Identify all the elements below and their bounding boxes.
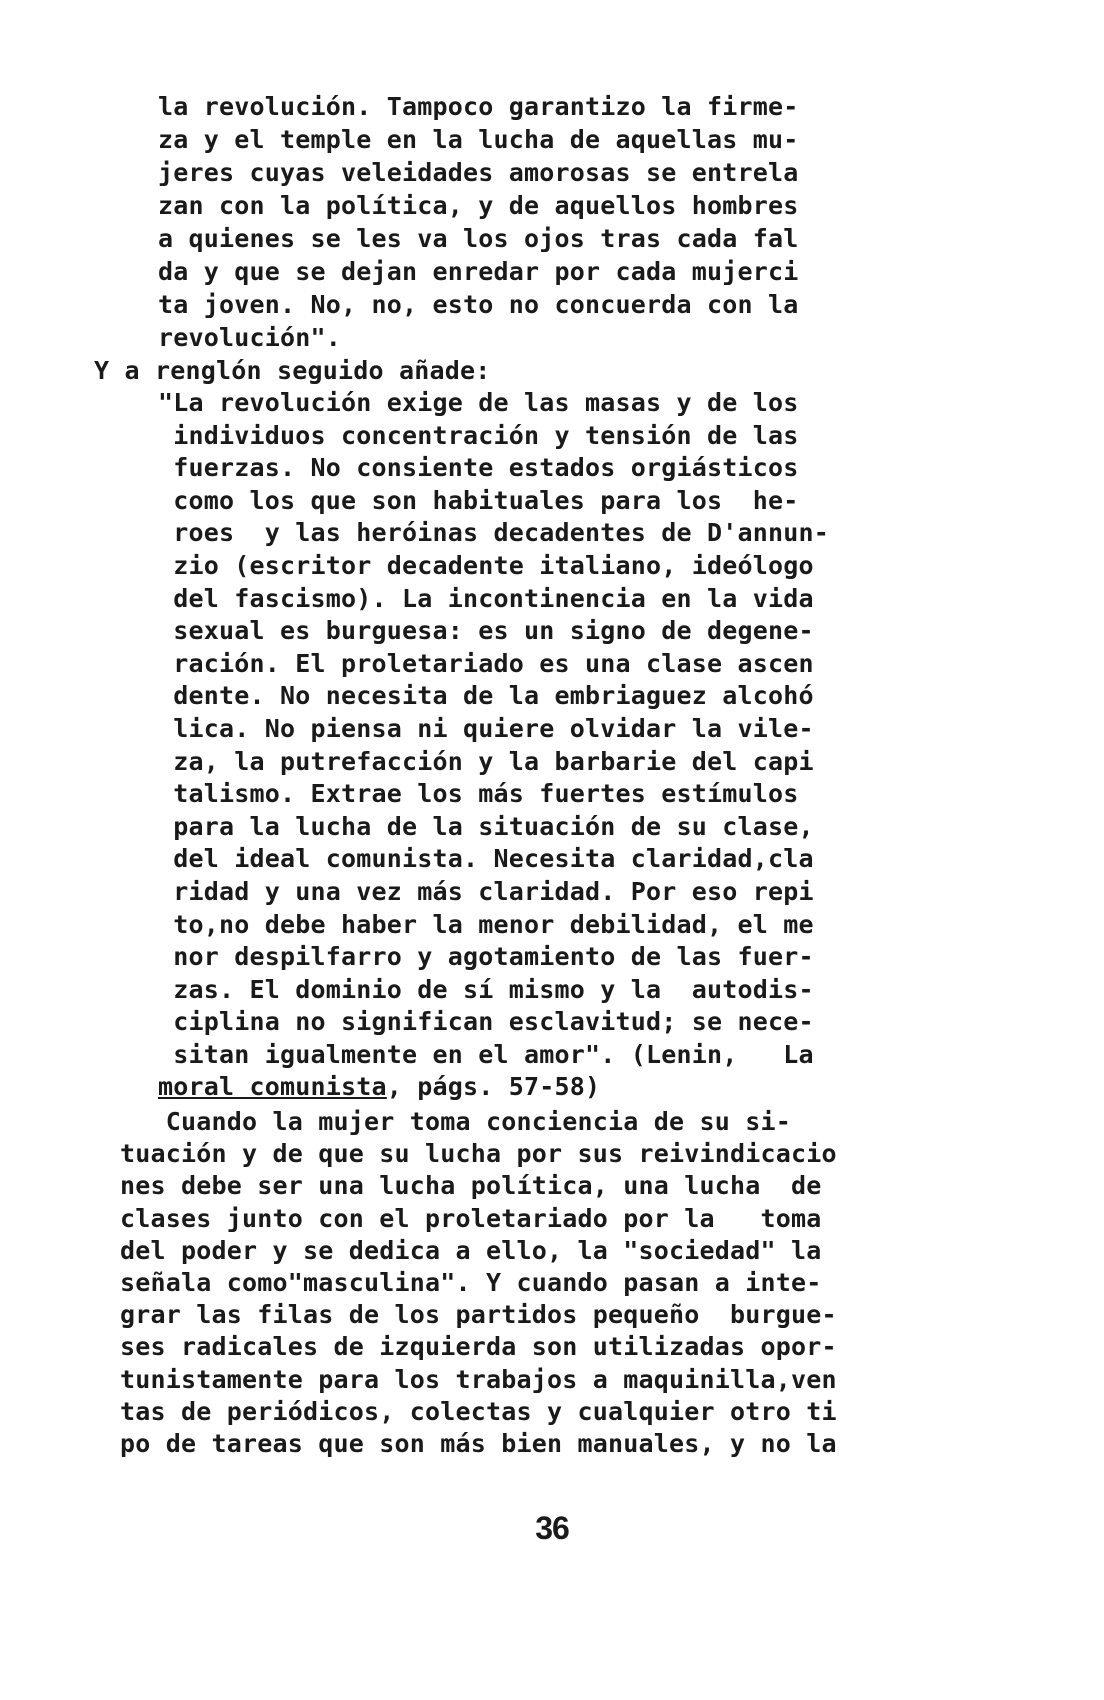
- text-line: nor despilfarro y agotamiento de las fuer-: [158, 942, 814, 972]
- text-line: individuos concentración y tensión de las: [158, 420, 799, 450]
- text-line: "La revolución exige de las masas y de los: [158, 388, 799, 417]
- text-line: to,no debe haber la menor debilidad, el me: [158, 909, 814, 939]
- text-line: tunistamente para los trabajos a maquinilla,ven: [120, 1364, 837, 1394]
- text-line: tuación y de que su lucha por sus reivindicacio: [120, 1139, 837, 1169]
- text-line: Cuando la mujer toma conciencia de su si-: [120, 1107, 792, 1136]
- text-line: talismo. Extrae los más fuertes estímulos: [158, 779, 799, 809]
- text-line: ta joven. No, no, esto no concuerda con la: [158, 290, 799, 319]
- text-line: za, la putrefacción y la barbarie del capi: [158, 746, 814, 776]
- text-line: Y a renglón seguido añade:: [94, 356, 491, 385]
- citation-line: [158, 1071, 829, 1104]
- quote-continuation: [158, 90, 799, 354]
- text-line: clases junto con el proletariado por la toma: [120, 1203, 822, 1233]
- text-line: jeres cuyas veleidades amorosas se entrela: [158, 158, 799, 187]
- body-paragraph: [120, 1106, 837, 1460]
- text-line: sitan igualmente en el amor". (Lenin, La: [158, 1039, 814, 1069]
- text-line: roes y las heróinas decadentes de D'annun-: [158, 518, 830, 548]
- text-line: del ideal comunista. Necesita claridad,cla: [158, 844, 814, 874]
- text-line: da y que se dejan enredar por cada mujerci: [158, 257, 799, 286]
- text-line: señala como"masculina". Y cuando pasan a inte-: [120, 1268, 822, 1298]
- text-line: del fascismo). La incontinencia en la vida: [158, 583, 814, 613]
- text-line: fuerzas. No consiente estados orgiásticos: [158, 453, 799, 483]
- text-line: lica. No piensa ni quiere olvidar la vile-: [158, 713, 814, 743]
- citation-rest: , págs. 57-58): [386, 1072, 601, 1102]
- text-line: a quienes se les va los ojos tras cada fal: [158, 224, 799, 253]
- text-line: zan con la política, y de aquellos hombres: [158, 191, 799, 220]
- text-line: del poder y se dedica a ello, la "sociedad" la: [120, 1235, 822, 1265]
- text-line: nes debe ser una lucha política, una lucha de: [120, 1171, 822, 1201]
- text-line: para la lucha de la situación de su clase,: [158, 811, 814, 841]
- text-line: zas. El dominio de sí mismo y la autodis-: [158, 974, 814, 1004]
- citation-title: moral comunista: [158, 1072, 387, 1102]
- text-line: po de tareas que son más bien manuales, y no la: [120, 1429, 837, 1459]
- text-line: tas de periódicos, colectas y cualquier otro ti: [120, 1396, 837, 1426]
- text-line: ración. El proletariado es una clase ascen: [158, 648, 814, 678]
- text-line: grar las filas de los partidos pequeño burgue-: [120, 1300, 837, 1330]
- lenin-quote: [158, 387, 829, 1104]
- text-line: dente. No necesita de la embriaguez alcohó: [158, 681, 814, 711]
- page-number: 36: [535, 1510, 569, 1546]
- text-line: como los que son habituales para los he-: [158, 485, 799, 515]
- intro-line: [94, 354, 491, 387]
- text-line: la revolución. Tampoco garantizo la firme-: [158, 92, 799, 121]
- text-line: za y el temple en la lucha de aquellas mu-: [158, 125, 799, 154]
- text-line: zio (escritor decadente italiano, ideólogo: [158, 550, 814, 580]
- text-line: ridad y una vez más claridad. Por eso repi: [158, 876, 814, 906]
- text-line: revolución".: [158, 323, 342, 352]
- text-line: ciplina no significan esclavitud; se nece-: [158, 1007, 814, 1037]
- text-line: ses radicales de izquierda son utilizadas opor-: [120, 1332, 837, 1362]
- text-line: sexual es burguesa: es un signo de degene-: [158, 616, 814, 646]
